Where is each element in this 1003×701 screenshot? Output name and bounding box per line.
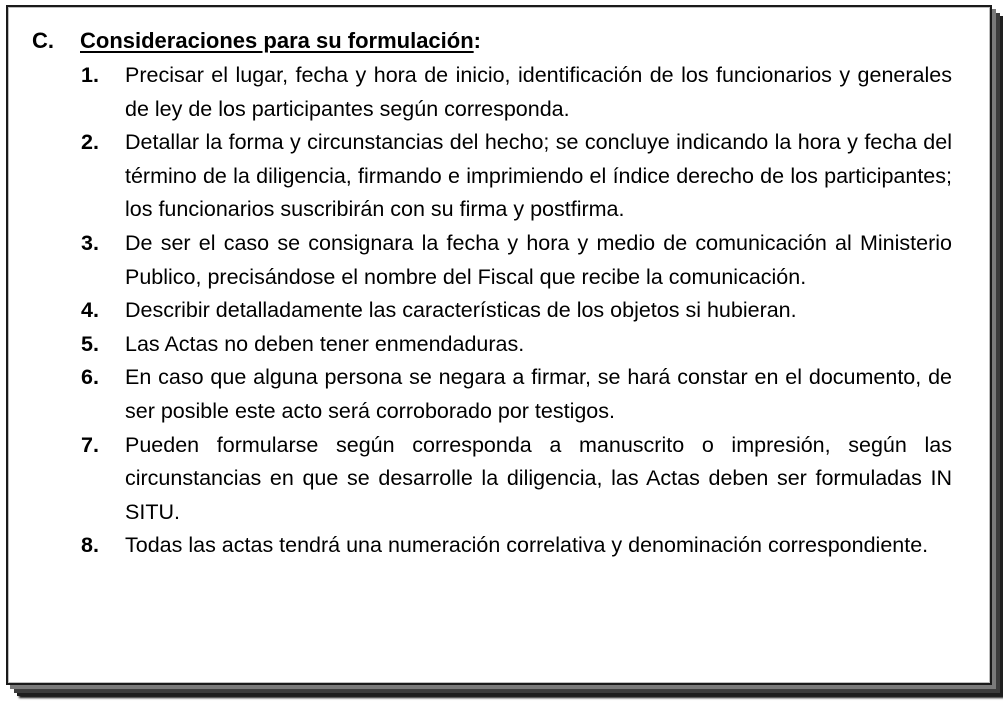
item-number: 2. — [81, 130, 99, 155]
document-content — [32, 27, 952, 563]
section-heading — [32, 27, 952, 55]
list-item-4 — [81, 294, 952, 328]
item-text: Pueden formularse según corresponda a manuscrito o impresión, según las circunstancias en que se desarrolle la diligencia, las Actas deben ser formuladas IN SITU. — [125, 432, 952, 524]
list-item-5 — [81, 328, 952, 362]
list-item-2 — [81, 126, 952, 227]
item-text: Precisar el lugar, fecha y hora de inicio, identificación de los funcionarios y generales de ley de los participantes según corresponda. — [125, 63, 952, 121]
item-number: 7. — [81, 432, 99, 457]
item-text: Todas las actas tendrá una numeración correlativa y denominación correspondiente. — [125, 533, 929, 558]
item-text: Detallar la forma y circunstancias del hecho; se concluye indicando la hora y fecha del término de la diligencia, firmando e imprimiendo el índice derecho de los participantes; los funcionarios suscribirán con su firma y postfirma. — [125, 130, 952, 222]
item-number: 5. — [81, 331, 99, 356]
item-text: Describir detalladamente las características de los objetos si hubieran. — [125, 298, 797, 323]
considerations-list — [81, 59, 952, 563]
section-title: Consideraciones para su formulación — [80, 28, 474, 53]
item-number: 4. — [81, 298, 99, 323]
list-item-7 — [81, 429, 952, 530]
document-frame — [6, 5, 992, 685]
list-item-6 — [81, 361, 952, 428]
list-item-1 — [81, 59, 952, 126]
item-number: 8. — [81, 533, 99, 558]
item-text: Las Actas no deben tener enmendaduras. — [125, 331, 525, 356]
item-text: De ser el caso se consignara la fecha y hora y medio de comunicación al Ministerio Publico, precisándose el nombre del Fiscal que recibe la comunicación. — [125, 230, 952, 289]
item-text: En caso que alguna persona se negara a firmar, se hará constar en el documento, de ser posible este acto será corroborado por testigos. — [125, 365, 952, 423]
section-title-colon: : — [473, 28, 481, 53]
section-letter: C. — [32, 28, 54, 53]
item-number: 6. — [81, 365, 99, 390]
list-item-3 — [81, 227, 952, 294]
list-item-8 — [81, 529, 952, 563]
item-number: 3. — [81, 230, 99, 255]
item-number: 1. — [81, 63, 99, 87]
